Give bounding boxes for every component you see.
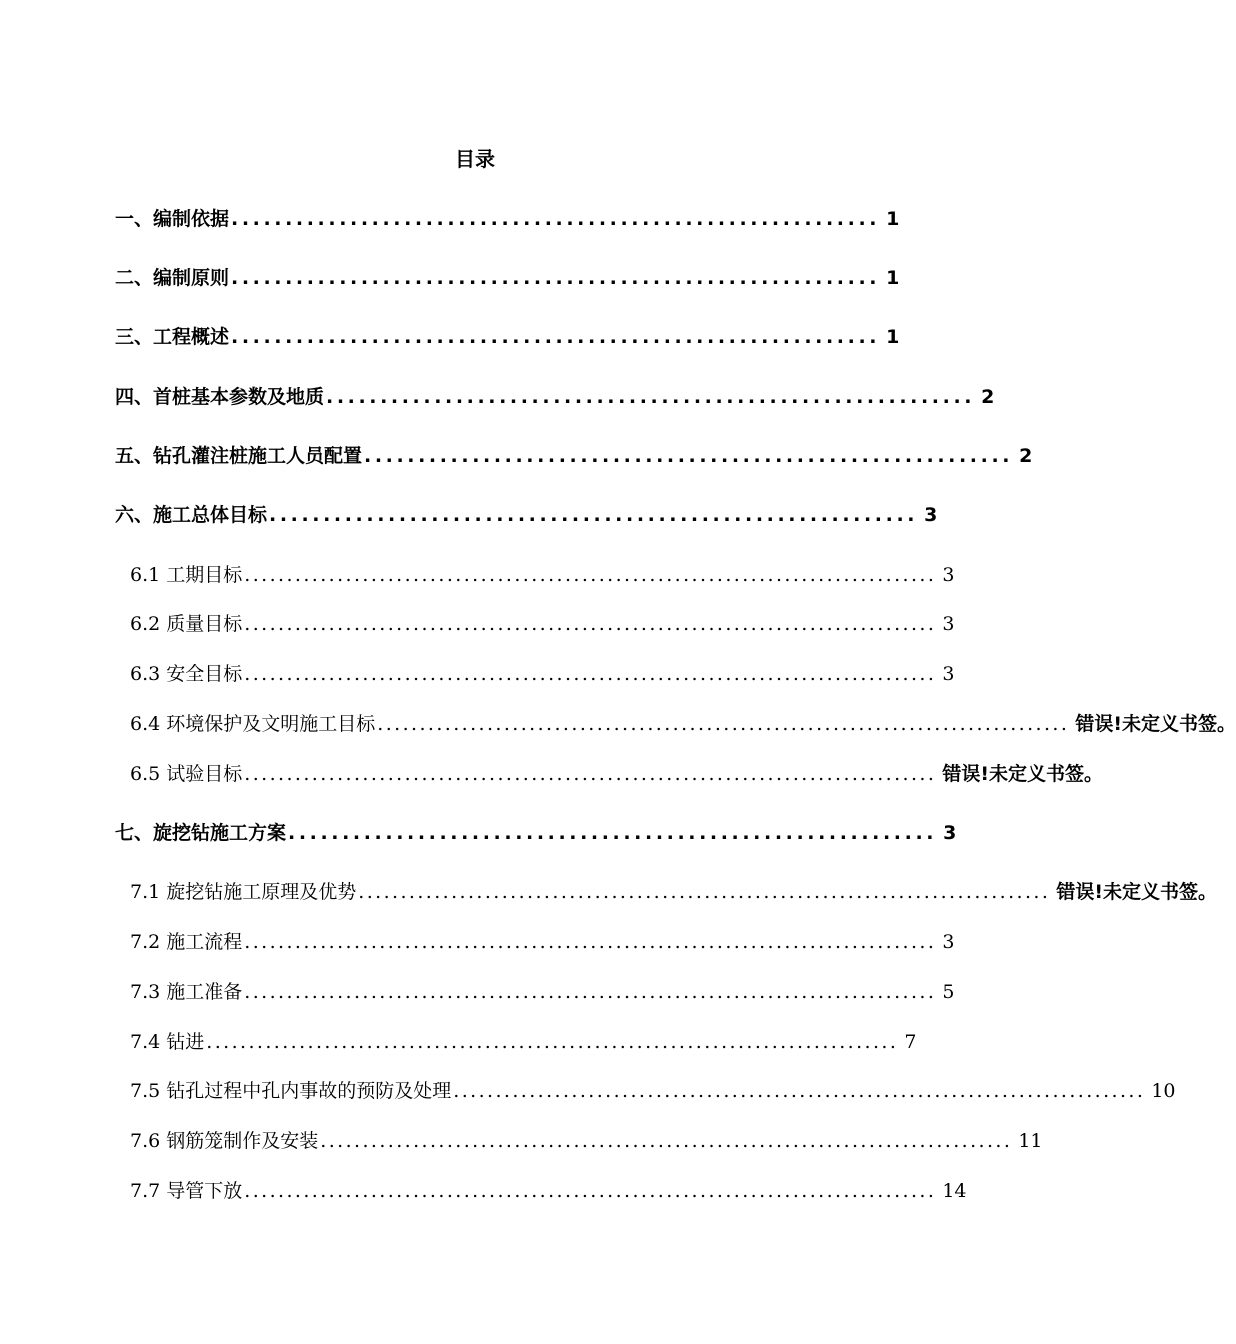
toc-entry[interactable] [115, 382, 995, 409]
dot-leader: .................................................................................. [453, 1080, 1146, 1102]
toc-entry-label: 一、编制依据 [115, 208, 230, 230]
toc-entry-label: 7.2 施工流程 [130, 931, 243, 953]
toc-entry-page: 2 [1019, 445, 1033, 467]
toc-entry-label: 二、编制原则 [115, 267, 230, 289]
toc-entry-page: 3 [942, 663, 955, 685]
dot-leader: ............................................................ [326, 386, 976, 408]
dot-leader: .................................................................................. [244, 981, 937, 1003]
toc-subentry[interactable] [130, 1027, 917, 1054]
toc-entry-page: 2 [981, 386, 995, 408]
dot-leader: ............................................................ [288, 822, 938, 844]
toc-entry-page: 7 [904, 1031, 917, 1053]
toc-entry[interactable] [115, 818, 957, 845]
toc-subentry[interactable] [130, 1126, 1043, 1153]
toc-entry-label: 三、工程概述 [115, 326, 230, 348]
toc-subentry[interactable] [130, 1176, 967, 1203]
toc-entry-page: 10 [1151, 1080, 1176, 1102]
toc-entry-page-error: 错误!未定义书签。 [1075, 713, 1236, 735]
dot-leader: .................................................................................. [377, 713, 1070, 735]
toc-entry-page: 1 [886, 267, 900, 289]
toc-subentry[interactable] [130, 709, 1236, 736]
toc-subentry[interactable] [130, 977, 955, 1004]
toc-entry[interactable] [115, 322, 900, 349]
toc-entry-label: 7.3 施工准备 [130, 981, 243, 1003]
dot-leader: .................................................................................. [244, 763, 937, 785]
toc-entry-page: 3 [942, 931, 955, 953]
toc-entry-page-error: 错误!未定义书签。 [942, 763, 1103, 785]
toc-entry[interactable] [115, 204, 900, 231]
toc-entry-page: 3 [942, 613, 955, 635]
toc-entry-label: 7.1 旋挖钻施工原理及优势 [130, 881, 357, 903]
toc-entry[interactable] [115, 500, 938, 527]
toc-subentry[interactable] [130, 560, 955, 587]
dot-leader: ............................................................ [231, 208, 881, 230]
toc-entry-label: 6.3 安全目标 [130, 663, 243, 685]
dot-leader: .................................................................................. [244, 1180, 937, 1202]
toc-entry-label: 7.4 钻进 [130, 1031, 205, 1053]
toc-entry[interactable] [115, 441, 1033, 468]
toc-entry[interactable] [115, 263, 900, 290]
dot-leader: .................................................................................. [320, 1130, 1013, 1152]
toc-subentry[interactable] [130, 1076, 1176, 1103]
toc-subentry[interactable] [130, 759, 1103, 786]
dot-leader: .................................................................................. [244, 613, 937, 635]
toc-entry-page: 3 [924, 504, 938, 526]
toc-subentry[interactable] [130, 877, 1217, 904]
dot-leader: ............................................................ [269, 504, 919, 526]
dot-leader: ............................................................ [231, 326, 881, 348]
toc-entry-label: 6.1 工期目标 [130, 564, 243, 586]
toc-entry-page-error: 错误!未定义书签。 [1056, 881, 1217, 903]
toc-entry-label: 7.5 钻孔过程中孔内事故的预防及处理 [130, 1080, 452, 1102]
dot-leader: .................................................................................. [358, 881, 1051, 903]
toc-subentry[interactable] [130, 609, 955, 636]
toc-entry-page: 14 [942, 1180, 967, 1202]
toc-entry-page: 11 [1018, 1130, 1043, 1152]
toc-entry-label: 六、施工总体目标 [115, 504, 268, 526]
toc-title: 目录 [455, 147, 495, 171]
dot-leader: .................................................................................. [244, 931, 937, 953]
toc-subentry[interactable] [130, 659, 955, 686]
toc-entry-label: 6.5 试验目标 [130, 763, 243, 785]
toc-entry-page: 3 [943, 822, 957, 844]
toc-entry-label: 四、首桩基本参数及地质 [115, 386, 325, 408]
toc-subentry[interactable] [130, 927, 955, 954]
dot-leader: .................................................................................. [244, 663, 937, 685]
toc-entry-label: 7.6 钢筋笼制作及安装 [130, 1130, 319, 1152]
toc-entry-label: 6.4 环境保护及文明施工目标 [130, 713, 376, 735]
toc-entry-label: 五、钻孔灌注桩施工人员配置 [115, 445, 363, 467]
dot-leader: ............................................................ [231, 267, 881, 289]
toc-entry-label: 7.7 导管下放 [130, 1180, 243, 1202]
toc-entry-page: 1 [886, 326, 900, 348]
dot-leader: .................................................................................. [206, 1031, 899, 1053]
toc-entry-page: 3 [942, 564, 955, 586]
toc-entry-page: 1 [886, 208, 900, 230]
toc-entry-label: 七、旋挖钻施工方案 [115, 822, 287, 844]
toc-entry-page: 5 [942, 981, 955, 1003]
dot-leader: ............................................................ [364, 445, 1014, 467]
toc-entry-label: 6.2 质量目标 [130, 613, 243, 635]
dot-leader: .................................................................................. [244, 564, 937, 586]
